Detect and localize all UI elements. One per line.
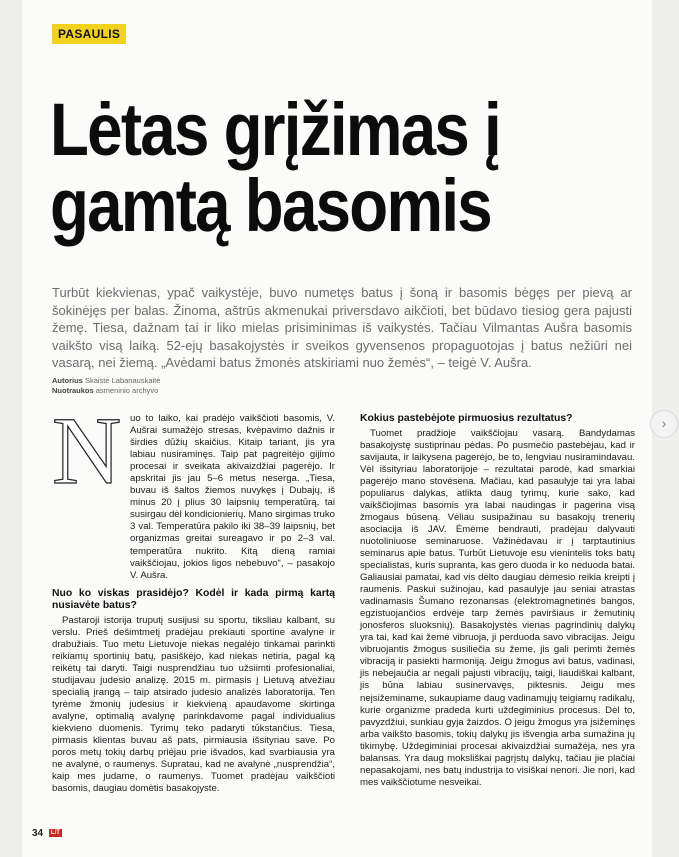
answer-paragraph-2: Tuomet pradžioje vaikščiojau vasarą. Bandydamas basakojystę sustiprinau pėdas. Po pusmečio pastebėjau, kad ir savijauta, ir laikysena pagerėjo, be to, lengviau nusiramindavau. Vėl išsityriau laboratorijoje – rezultatai parodė, kad smarkiai pagerėjo mano stovėsena. Mačiau, kad pasaulyje tai yra labai populiarus dalykas, atlikta daug tyrimų, kurie sako, kad vaikščiojimas basomis yra labai naudingas ir pagerina visą žmogaus būseną. Vėliau susipažinau su basakojų trenerių asociacija iš JAV. Ėmėme bendrauti, pradėjau dalyvauti nuotoliniuose seminaruose. Važinėdavau ir į tarptautinius seminarus apie batus. Turbūt Lietuvoje esu vienintelis toks batų specialistas, kuris supranta, kas gero duoda ir ko neduoda batai. Galiausiai pamatai, kad vis dėlto daugiau dėmesio reikia kreipti į raumenis. Paskui sužinojau, kad pasaulyje jau seniai atrastas vadinamasis Šumano rezonansas (elektromagnetinės bangos, egzistuojančios erdvėje tarp žemės paviršiaus ir žemutinių jonosferos sluoksnių). Basakojystės vienas pagrindinių dalykų yra tai, kad kai žemė vibruoja, ji perduoda savo vibracijas. Jeigu vibruojantis žmogus susiliečia su žeme, jis gali perimti žemės vibraciją ir pasiekti harmoniją. Jeigu žmogus avi batus, vadinasi, jis nebejaučia ar negali pajusti vibracijų, taigi, liaudiškai kalbant, jis būna labiau susinervavęs, piktesnis. Jeigu mes neįsižeminame, sukaupiame daug vadinamųjų teigiamų radikalų, kurie organizme pradeda kurti uždegiminius procesus. Dėl to, pavyzdžiui, sunkiau gyja žaizdos. O jeigu žmogus yra įsižeminęs arba vaikšto basomis, tokių dalykų jis išvengia arba sumažina jų tikimybę. Uždegiminiai procesai akivaizdžiai sumažėja, nes yra balansas. Yra daug moksliškai pagrįstų dalykų, tačiau jie plačiai nepasakojami, nes batų industrija to visiškai nenori. Jie nori, kad mes vaikščiotume nesveikai. [360, 427, 635, 788]
right-column [360, 413, 635, 789]
author-name: Skaistė Labanauskaitė [84, 376, 161, 385]
author-credit [52, 376, 160, 386]
article-title [50, 88, 566, 247]
section-tag: PASAULIS [52, 24, 126, 44]
magazine-page [22, 0, 652, 857]
page-footer [32, 828, 62, 839]
title-line-1: Lėtas grįžimas į [50, 88, 500, 171]
chevron-right-icon: › [661, 415, 667, 431]
author-label: Autorius [52, 376, 83, 385]
article-credits [52, 376, 160, 396]
intro-paragraph: uo to laiko, kai pradėjo vaikščioti basomis, V. Aušrai sumažėjo stresas, kvėpavimo dažnis ir širdies dūžių skaičius. Kitaip tariant, jis yra labiau nusiraminęs. Taip pat pagreitėjo gijimo procesai ir sveikata akivaizdžiai pagerėjo. Ir apskritai jis jau 5–6 metus neserga. „Tiesa, buvau iš šaltos žiemos nuvykęs į Dubajų, iš minus 20 į plius 30 laipsnių temperatūrą, tai susirgau dėl kondicionierių. Mano sirgimas truko 3 val. Temperatūra pakilo iki 38–39 laipsnių, bet organizmas greitai sureagavo ir po 2–3 val. temperatūra nukrito. Kitą dieną ramiai vaikščiojau, jokios ligos nebebuvo“, – pasakojo V. Aušra. [130, 413, 335, 581]
drop-cap: N [52, 397, 122, 504]
left-column [52, 397, 335, 795]
page-number: 34 [32, 828, 44, 839]
magazine-logo: L/T [50, 830, 60, 837]
article-lead: Turbūt kiekvienas, ypač vaikystėje, buvo numetęs batus į šoną ir basomis bėgęs per pievą ar šokinėjęs per balas. Žinoma, aštrūs akmenukai priversdavo aikčioti, bet būdavo tiesiog gera pajusti žemę. Tiesa, dažnam tai ir liko mielas prisiminimas iš vaikystės. Tačiau Vilmantas Aušra basomis vaikšto visą laiką. 52-ejų basakojystės ir sveikos gyvensenos propaguotojas į batus nežiūri nei vasarą, nei žiemą. „Avėdami batus žmonės atskiriami nuo žemės“, – teigė V. Aušra. [52, 285, 632, 370]
photo-source: asmeninio archyvo [95, 386, 159, 395]
intro-block [52, 397, 335, 582]
answer-paragraph-1: Pastaroji istorija truputį susijusi su sportu, tiksliau kalbant, su verslu. Prieš dešimtmetį pradėjau prekiauti sportine avalyne ir drabužiais. Tuo metu Lietuvoje niekas negalėjo tinkamai parinkti reikiamų sportinių batų, pasiškėjo, kad niekas netiria, pagal ką reikėtų tai daryti. Taigi nusprendžiau tuo užsiimti profesionaliai, studijavau judesio analizę. 2015 m. pirmasis į Lietuvą atvežiau specialią įrangą – taip atsirado judesio analizės laboratorija. Ten tyrėme žmonių judesius ir kiekvieną apaudavome skirtinga avalyne, optimalią avalynę parinkdavome pagal individualius kiekvieno duomenis. Tyrimų teko padaryti tūkstančius. Tiesa, pirmasis klientas buvau aš pats, pirmiausia išsityriau save. Po poros metų tokių darbų priėjau prie išvados, kad svarbiausia yra ne avalynė, o raumenys. Supratau, kad ne avalynė „nusprendžia“, kaip mes judame, o raumenys. Tuomet pradėjau vaikščioti basomis, daugiau domėtis basakojyste. [52, 614, 335, 795]
question-heading-1: Nuo ko viskas prasidėjo? Kodėl ir kada pirmą kartą nusiavėte batus? [52, 587, 335, 612]
next-page-button[interactable] [650, 410, 678, 438]
photo-credit [52, 386, 160, 396]
photo-label: Nuotraukos [52, 386, 94, 395]
question-heading-2: Kokius pastebėjote pirmuosius rezultatus? [360, 413, 573, 424]
title-line-2: gamtą basomis [50, 164, 491, 247]
